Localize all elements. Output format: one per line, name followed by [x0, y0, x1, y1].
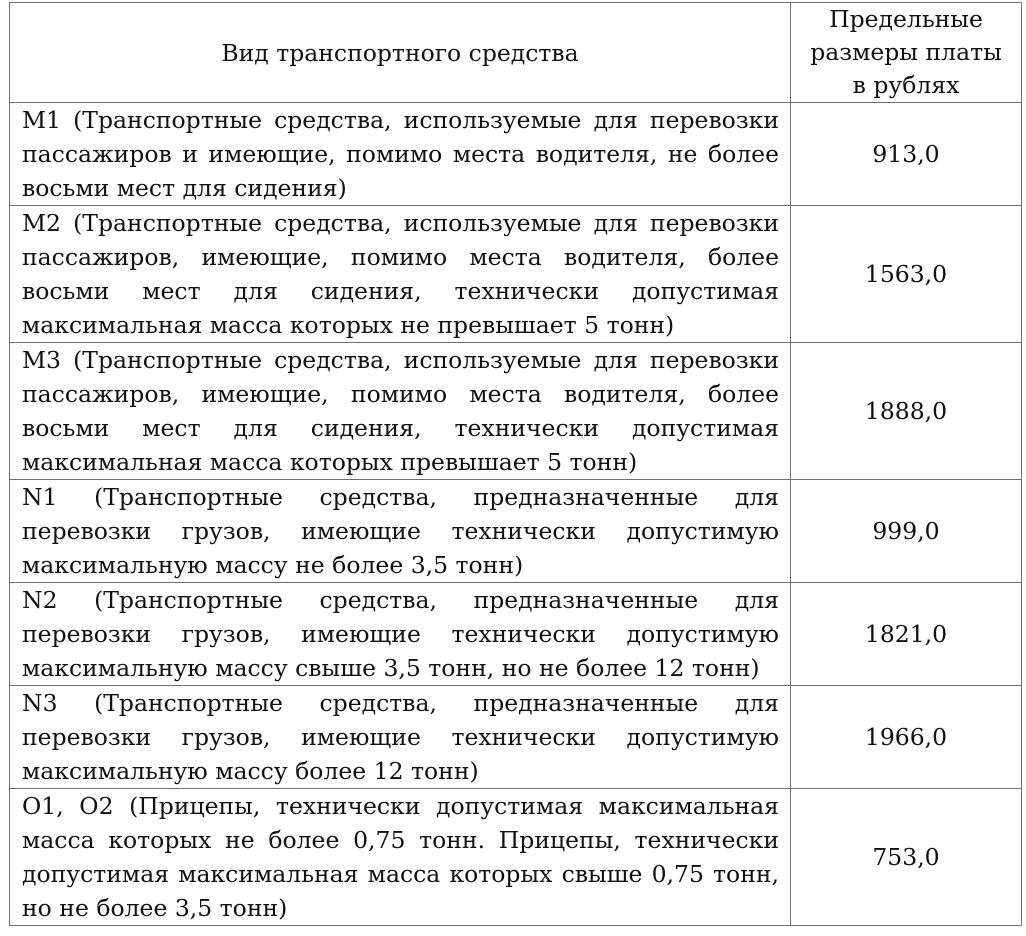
vehicle-category-cell: О1, О2 (Прицепы, технически допустимая максимальная масса которых не более 0,75 тонн. Прицепы, технически допустимая максимальная масса которых свыше 0,75 тонн, но не более 3,5 тонн) — [10, 789, 791, 926]
fee-cell: 1563,0 — [791, 206, 1022, 343]
fee-cell: 999,0 — [791, 480, 1022, 583]
table-row — [10, 686, 1022, 789]
vehicle-category-cell: М3 (Транспортные средства, используемые для перевозки пассажиров, имеющие, помимо места водителя, более восьми мест для сидения, технически допустимая максимальная масса которых превышает 5 тонн) — [10, 343, 791, 480]
fee-cell: 913,0 — [791, 103, 1022, 206]
fee-cell: 1821,0 — [791, 583, 1022, 686]
vehicle-category-cell: М1 (Транспортные средства, используемые для перевозки пассажиров и имеющие, помимо места водителя, не более восьми мест для сидения) — [10, 103, 791, 206]
fee-cell: 1888,0 — [791, 343, 1022, 480]
table-row — [10, 480, 1022, 583]
vehicle-category-cell: N3 (Транспортные средства, предназначенные для перевозки грузов, имеющие технически допустимую максимальную массу более 12 тонн) — [10, 686, 791, 789]
header-vehicle-type: Вид транспортного средства — [10, 3, 791, 103]
fee-cell: 753,0 — [791, 789, 1022, 926]
table-row — [10, 103, 1022, 206]
table-row — [10, 789, 1022, 926]
table-header-row — [10, 3, 1022, 103]
vehicle-category-cell: N1 (Транспортные средства, предназначенные для перевозки грузов, имеющие технически допустимую максимальную массу не более 3,5 тонн) — [10, 480, 791, 583]
vehicle-category-cell: N2 (Транспортные средства, предназначенные для перевозки грузов, имеющие технически допустимую максимальную массу свыше 3,5 тонн, но не более 12 тонн) — [10, 583, 791, 686]
fee-cell: 1966,0 — [791, 686, 1022, 789]
table-row — [10, 343, 1022, 480]
header-fee-limit: Предельные размеры платы в рублях — [791, 3, 1022, 103]
table-row — [10, 583, 1022, 686]
table-row — [10, 206, 1022, 343]
vehicle-category-cell: М2 (Транспортные средства, используемые для перевозки пассажиров, имеющие, помимо места водителя, более восьми мест для сидения, технически допустимая максимальная масса которых не превышает 5 тонн) — [10, 206, 791, 343]
fee-table — [9, 2, 1022, 926]
